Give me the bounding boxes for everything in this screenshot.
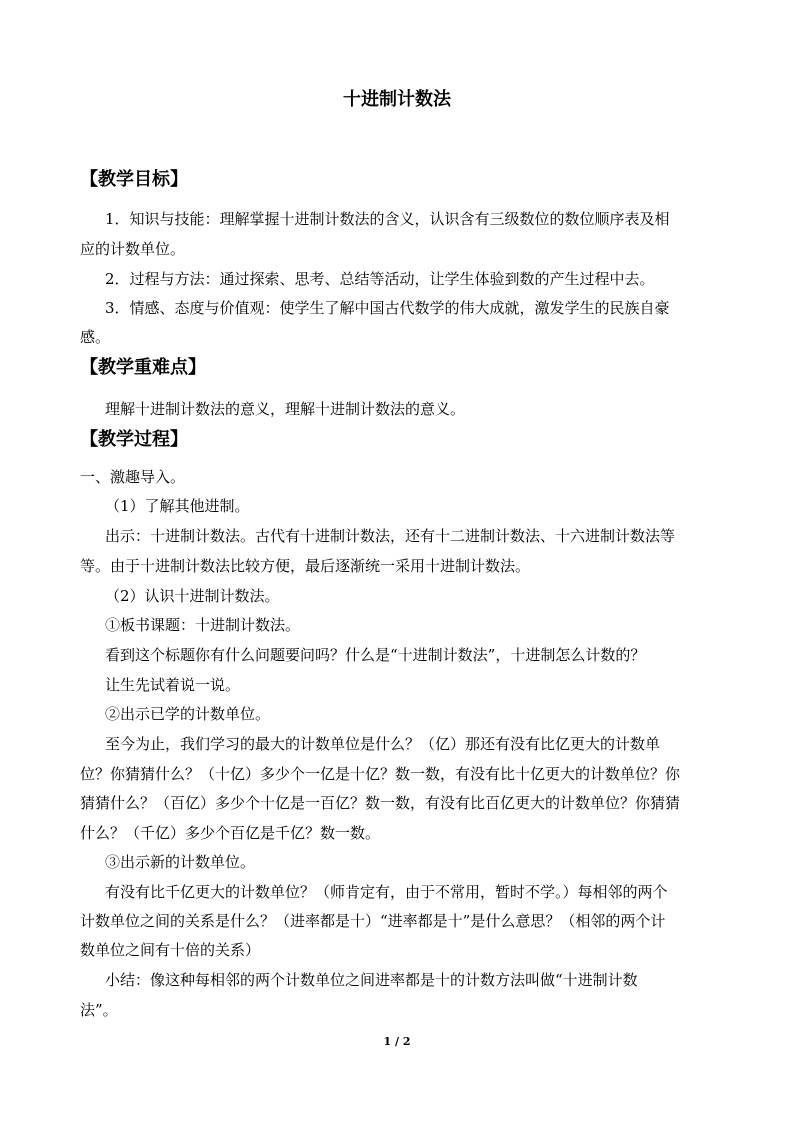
section-heading-key-points: 【教学重难点】 (80, 357, 206, 378)
paragraph-line: 法”。 (80, 1001, 118, 1019)
paragraph-line: 猜猜什么？（百亿）多少个十亿是一百亿？数一数，有没有比百亿更大的计数单位？你猜猜 (80, 794, 681, 812)
paragraph-line: （1）了解其他进制。 (105, 497, 250, 515)
paragraph-line: 让生先试着说一说。 (105, 676, 241, 694)
page-number: 1 / 2 (383, 1035, 411, 1048)
paragraph-line: 位？你猜猜什么？（十亿）多少个一亿是十亿？数一数，有没有比十亿更大的计数单位？你 (80, 765, 681, 783)
paragraph-line: 一、激趣导入。 (80, 468, 186, 486)
paragraph-line: 有没有比千亿更大的计数单位？（师肯定有，由于不常用，暂时不学。）每相邻的两个 (105, 883, 668, 901)
paragraph-line: （2）认识十进制计数法。 (105, 587, 280, 605)
paragraph-line: 应的计数单位。 (80, 240, 186, 258)
paragraph-line: ①板书课题：十进制计数法。 (105, 616, 301, 634)
paragraph-line: 出示：十进制计数法。古代有十进制计数法，还有十二进制计数法、十六进制计数法等 (105, 527, 676, 545)
paragraph-line: 理解十进制计数法的意义，理解十进制计数法的意义。 (105, 400, 466, 418)
paragraph-line: 数单位之间有十倍的关系） (80, 941, 261, 959)
paragraph-line: 3．情感、态度与价值观：使学生了解中国古代数学的伟大成就，激发学生的民族自豪 (105, 299, 670, 317)
paragraph-line: 感。 (80, 328, 111, 346)
paragraph-line: ②出示已学的计数单位。 (105, 705, 271, 723)
paragraph-line: 计数单位之间的关系是什么？（进率都是十）“进率都是十”是什么意思？（相邻的两个计 (80, 912, 666, 930)
paragraph-line: 1．知识与技能：理解掌握十进制计数法的含义，认识含有三级数位的数位顺序表及相 (105, 210, 670, 228)
section-heading-objectives: 【教学目标】 (80, 169, 188, 190)
document-title: 十进制计数法 (343, 89, 451, 110)
paragraph-line: 至今为止，我们学习的最大的计数单位是什么？（亿）那还有没有比亿更大的计数单 (105, 735, 661, 753)
paragraph-line: 等。由于十进制计数法比较方便，最后逐渐统一采用十进制计数法。 (80, 557, 531, 575)
paragraph-line: 2．过程与方法：通过探索、思考、总结等活动，让学生体验到数的产生过程中去。 (105, 270, 655, 288)
paragraph-line: 什么？（千亿）多少个百亿是千亿？数一数。 (80, 824, 381, 842)
paragraph-line: ③出示新的计数单位。 (105, 853, 256, 871)
paragraph-line: 小结：像这种每相邻的两个计数单位之间进率都是十的计数方法叫做“十进制计数 (105, 971, 638, 989)
section-heading-process: 【教学过程】 (80, 429, 188, 450)
paragraph-line: 看到这个标题你有什么问题要问吗？什么是“十进制计数法”，十进制怎么计数的？ (105, 646, 646, 664)
